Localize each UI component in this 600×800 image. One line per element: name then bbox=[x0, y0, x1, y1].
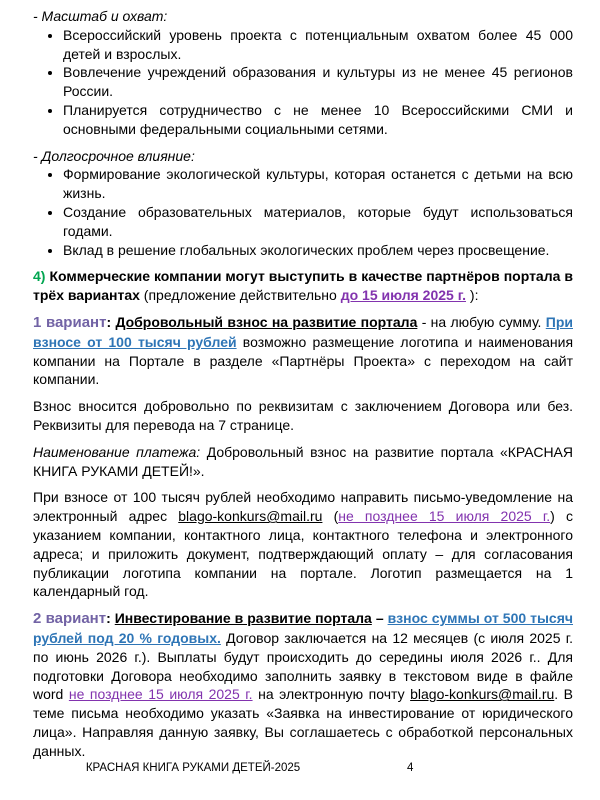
partners-intro-bold-text: Коммерческие компании могут выступить в качестве партнёров портала в трёх вариантах bbox=[33, 268, 573, 304]
bullet-item: • Вклад в решение глобальных экологических проблем через просвещение. bbox=[63, 241, 573, 260]
option2-dash: – bbox=[375, 610, 388, 627]
paragraph-option2 bbox=[33, 609, 573, 760]
option2-investment-link[interactable]: взнос суммы от 500 тысяч рублей под 20 % годовых. bbox=[33, 610, 573, 646]
email-link[interactable]: blago-konkurs@mail.ru bbox=[410, 686, 555, 703]
page-number: 4 bbox=[407, 762, 414, 774]
payment-name-text: Добровольный взнос на развитие портала «КРАСНАЯ КНИГА РУКАМИ ДЕТЕЙ!». bbox=[33, 443, 574, 479]
payment-name-label: Наименование платежа: bbox=[33, 443, 201, 460]
option2-label: 2 вариант bbox=[33, 610, 107, 628]
email-link[interactable]: blago-konkurs@mail.ru bbox=[178, 508, 323, 525]
option1-mid-text: - на любую сумму. bbox=[421, 313, 546, 330]
page-footer bbox=[33, 761, 573, 777]
option2-mid2-text: на электронную почту bbox=[252, 686, 411, 703]
option1-title: Добровольный взнос на развитие портала bbox=[115, 313, 418, 330]
bullet-list-scale bbox=[33, 26, 573, 139]
paragraph-partners-intro bbox=[33, 267, 573, 305]
option1-rest-text: возможно размещение логотипа и наименования компании на Портале в разделе «Партнёры Проекта» с переходом на сайт компании. bbox=[33, 333, 574, 388]
paragraph-payment-name bbox=[33, 443, 573, 481]
paragraph-notification bbox=[33, 488, 573, 601]
section-heading-scale: - Масштаб и охват: bbox=[33, 8, 168, 24]
option1-label: 1 вариант bbox=[33, 313, 107, 331]
section-heading-longterm: - Долгосрочное влияние: bbox=[33, 147, 195, 164]
notification-pre-text: При взносе от 100 тысяч рублей необходимо направить письмо-уведомление на электронный адрес bbox=[33, 489, 573, 525]
footer-title: КРАСНАЯ КНИГА РУКАМИ ДЕТЕЙ-2025 bbox=[85, 762, 301, 774]
option2-mid-text: Договор заключается на 12 месяцев (с июля 2025 г. по июнь 2026 г.). Выплаты будут происходить до середины июля 2026 г.. Для подготовки Договора необходимо заполнить заявку в текстовом виде в файле word bbox=[33, 629, 573, 703]
bullet-item: • Вовлечение учреждений образования и культуры из не менее 45 регионов России. bbox=[63, 63, 573, 101]
bullet-item: • Создание образовательных материалов, которые будут использоваться годами. bbox=[63, 203, 573, 241]
option2-title: Инвестирование в развитие портала bbox=[114, 610, 372, 627]
option1-donation-link[interactable]: При взносе от 100 тысяч рублей bbox=[33, 313, 573, 350]
offer-deadline-link[interactable]: до 15 июля 2025 г. bbox=[340, 287, 467, 304]
bullet-item: • Формирование экологической культуры, которая останется с детьми на всю жизнь. bbox=[63, 165, 573, 203]
bullet-item: • Всероссийский уровень проекта с потенциальным охватом более 45 000 детей и взрослых. bbox=[63, 26, 573, 64]
option2-deadline-link[interactable]: не позднее 15 июля 2025 г. bbox=[68, 686, 253, 703]
partners-intro-normal-text: (предложение действительно bbox=[143, 287, 341, 304]
paragraph-option1 bbox=[33, 313, 573, 389]
notification-rest-text: ) с указанием компании, контактного лица, контактного телефона и электронного адреса; и приложить документ, подтверждающий оплату – для согласования публикации логотипа компании на портале. Логотип размещается на 1 календарный год. bbox=[33, 508, 573, 600]
notification-deadline-link[interactable]: не позднее 15 июля 2025 г. bbox=[338, 508, 551, 525]
paragraph-fee-note: Взнос вносится добровольно по реквизитам с заключением Договора или без. Реквизиты для перевода на 7 странице. bbox=[33, 398, 573, 433]
bullet-list-longterm bbox=[33, 165, 573, 259]
notification-open-paren: ( bbox=[322, 508, 339, 525]
option2-colon: : bbox=[106, 610, 115, 627]
option2-rest-text: . В теме письма необходимо указать «Заявка на инвестирование от юридического лица». Направляя данную заявку, Вы соглашаетесь с обработкой персональных данных. bbox=[33, 686, 574, 759]
bullet-item: • Планируется сотрудничество с не менее 10 Всероссийскими СМИ и основными федеральными социальными сетями. bbox=[63, 101, 573, 139]
list-number-4: 4) bbox=[33, 268, 46, 285]
option1-colon: : bbox=[106, 313, 116, 330]
partners-intro-closing: ): bbox=[469, 287, 479, 304]
